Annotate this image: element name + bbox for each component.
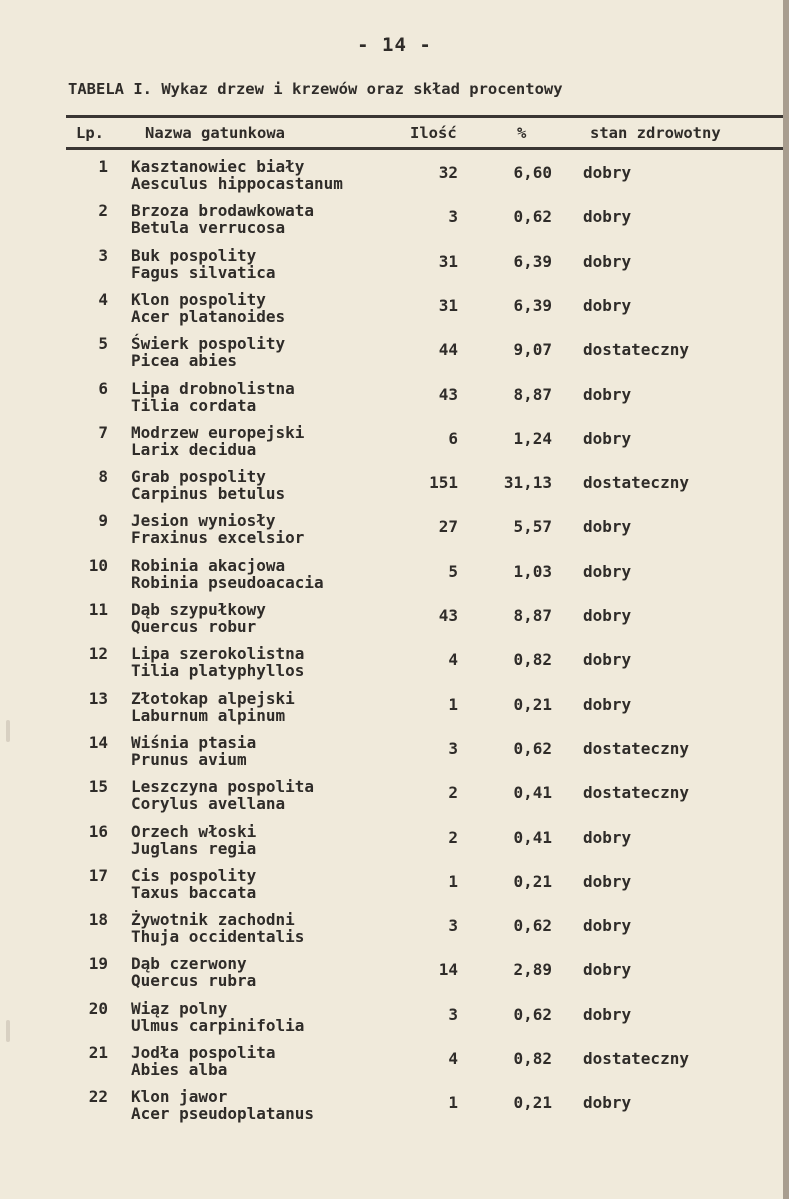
table-row xyxy=(0,1088,789,1132)
row-number: 19 xyxy=(88,954,108,974)
percent-cell: 0,21 xyxy=(513,871,552,891)
count-cell: 3 xyxy=(448,738,458,758)
percent-cell: 6,39 xyxy=(513,251,552,271)
percent-cell: 2,89 xyxy=(513,960,552,980)
health-status-cell: dobry xyxy=(583,207,632,227)
latin-name: Acer pseudoplatanus xyxy=(131,1104,315,1124)
health-status-cell: dobry xyxy=(583,916,632,936)
count-cell: 4 xyxy=(448,1049,458,1068)
table-row xyxy=(0,202,789,246)
percent-cell: 0,21 xyxy=(513,1093,552,1113)
row-number: 1 xyxy=(98,157,108,176)
count-cell: 4 xyxy=(448,650,458,670)
polish-name: Wiąz polny xyxy=(131,998,228,1018)
latin-name: Quercus rubra xyxy=(131,971,257,991)
percent-cell: 0,82 xyxy=(513,1049,552,1068)
row-number: 10 xyxy=(88,555,108,575)
percent-cell: 8,87 xyxy=(513,606,552,625)
latin-name: Taxus baccata xyxy=(131,882,257,902)
latin-name: Robinia pseudoacacia xyxy=(131,572,324,592)
health-status-cell: dobry xyxy=(583,384,632,404)
health-status-cell: dostateczny xyxy=(583,783,689,803)
table-row xyxy=(0,955,789,999)
percent-cell: 0,41 xyxy=(513,827,552,847)
percent-cell: 9,07 xyxy=(513,340,552,360)
row-number: 3 xyxy=(98,245,108,265)
latin-name: Aesculus hippocastanum xyxy=(131,174,343,193)
polish-name: Orzech włoski xyxy=(131,821,257,841)
polish-name: Wiśnia ptasia xyxy=(131,732,257,752)
polish-name: Jodła pospolita xyxy=(131,1043,276,1062)
health-status-cell: dobry xyxy=(583,960,632,980)
header-top-rule xyxy=(66,115,783,118)
row-number: 16 xyxy=(88,821,108,841)
health-status-cell: dobry xyxy=(583,251,632,271)
latin-name: Carpinus betulus xyxy=(131,484,286,504)
count-cell: 6 xyxy=(448,428,458,448)
health-status-cell: dobry xyxy=(583,1004,632,1024)
column-header-name: Nazwa gatunkowa xyxy=(145,124,285,142)
count-cell: 1 xyxy=(448,1093,458,1113)
latin-name: Quercus robur xyxy=(131,617,257,636)
polish-name: Modrzew europejski xyxy=(131,422,305,442)
health-status-cell: dostateczny xyxy=(583,473,689,493)
table-caption: TABELA I. Wykaz drzew i krzewów oraz skład procentowy xyxy=(68,80,563,98)
latin-name: Acer platanoides xyxy=(131,306,286,326)
count-cell: 3 xyxy=(448,207,458,227)
polish-name: Żywotnik zachodni xyxy=(131,910,295,930)
row-number: 18 xyxy=(88,910,108,930)
percent-cell: 5,57 xyxy=(513,517,552,537)
latin-name: Laburnum alpinum xyxy=(131,705,286,725)
table-row xyxy=(0,424,789,468)
row-number: 6 xyxy=(98,378,108,398)
polish-name: Lipa drobnolistna xyxy=(131,378,295,398)
polish-name: Kasztanowiec biały xyxy=(131,157,305,176)
polish-name: Jesion wyniosły xyxy=(131,511,276,531)
health-status-cell: dobry xyxy=(583,561,632,581)
count-cell: 5 xyxy=(448,561,458,581)
polish-name: Klon jawor xyxy=(131,1087,228,1107)
table-row xyxy=(0,1044,789,1088)
column-header-lp: Lp. xyxy=(76,124,104,142)
count-cell: 27 xyxy=(438,517,458,537)
count-cell: 43 xyxy=(438,606,458,625)
count-cell: 1 xyxy=(448,871,458,891)
row-number: 4 xyxy=(98,289,108,309)
row-number: 21 xyxy=(88,1043,108,1062)
row-number: 9 xyxy=(98,511,108,531)
polish-name: Lipa szerokolistna xyxy=(131,644,305,664)
polish-name: Grab pospolity xyxy=(131,467,266,487)
percent-cell: 0,62 xyxy=(513,207,552,227)
health-status-cell: dobry xyxy=(583,1093,632,1113)
latin-name: Prunus avium xyxy=(131,749,247,769)
table-row xyxy=(0,468,789,512)
latin-name: Betula verrucosa xyxy=(131,218,286,238)
row-number: 12 xyxy=(88,644,108,664)
health-status-cell: dostateczny xyxy=(583,738,689,758)
percent-cell: 6,39 xyxy=(513,295,552,315)
table-row xyxy=(0,690,789,734)
row-number: 17 xyxy=(88,865,108,885)
count-cell: 1 xyxy=(448,694,458,714)
table-row xyxy=(0,1000,789,1044)
column-header-stan: stan zdrowotny xyxy=(590,124,721,142)
polish-name: Dąb szypułkowy xyxy=(131,600,266,619)
count-cell: 31 xyxy=(438,295,458,315)
row-number: 7 xyxy=(98,422,108,442)
polish-name: Robinia akacjowa xyxy=(131,555,286,575)
count-cell: 2 xyxy=(448,827,458,847)
polish-name: Dąb czerwony xyxy=(131,954,247,974)
latin-name: Picea abies xyxy=(131,351,237,371)
latin-name: Tilia platyphyllos xyxy=(131,661,305,681)
polish-name: Leszczyna pospolita xyxy=(131,777,315,797)
latin-name: Abies alba xyxy=(131,1060,228,1079)
health-status-cell: dobry xyxy=(583,827,632,847)
table-row xyxy=(0,557,789,601)
polish-name: Brzoza brodawkowata xyxy=(131,201,315,221)
binding-mark xyxy=(6,720,10,742)
percent-cell: 0,62 xyxy=(513,738,552,758)
health-status-cell: dobry xyxy=(583,428,632,448)
percent-cell: 8,87 xyxy=(513,384,552,404)
page-number: - 14 - xyxy=(357,34,432,56)
row-number: 14 xyxy=(88,732,108,752)
table-row xyxy=(0,601,789,645)
table-row xyxy=(0,158,789,202)
table-row xyxy=(0,380,789,424)
table-row xyxy=(0,734,789,778)
row-number: 5 xyxy=(98,334,108,354)
health-status-cell: dobry xyxy=(583,606,632,625)
count-cell: 151 xyxy=(429,473,458,493)
percent-cell: 6,60 xyxy=(513,163,552,182)
table-row xyxy=(0,778,789,822)
health-status-cell: dostateczny xyxy=(583,340,689,360)
table-row xyxy=(0,645,789,689)
latin-name: Thuja occidentalis xyxy=(131,927,305,947)
header-bottom-rule xyxy=(66,147,783,150)
percent-cell: 0,62 xyxy=(513,916,552,936)
health-status-cell: dostateczny xyxy=(583,1049,689,1068)
row-number: 22 xyxy=(88,1087,108,1107)
row-number: 11 xyxy=(88,600,108,619)
count-cell: 3 xyxy=(448,916,458,936)
percent-cell: 31,13 xyxy=(503,473,552,493)
latin-name: Fraxinus excelsior xyxy=(131,528,305,548)
column-header-percent: % xyxy=(517,124,527,142)
table-row xyxy=(0,247,789,291)
table-row xyxy=(0,823,789,867)
count-cell: 3 xyxy=(448,1004,458,1024)
health-status-cell: dobry xyxy=(583,871,632,891)
row-number: 2 xyxy=(98,201,108,221)
count-cell: 31 xyxy=(438,251,458,271)
table-row xyxy=(0,867,789,911)
count-cell: 43 xyxy=(438,384,458,404)
health-status-cell: dobry xyxy=(583,517,632,537)
polish-name: Klon pospolity xyxy=(131,289,266,309)
percent-cell: 0,62 xyxy=(513,1004,552,1024)
binding-mark xyxy=(6,1020,10,1042)
page-edge xyxy=(783,0,789,1199)
percent-cell: 0,41 xyxy=(513,783,552,803)
health-status-cell: dobry xyxy=(583,295,632,315)
table-row xyxy=(0,512,789,556)
percent-cell: 0,21 xyxy=(513,694,552,714)
count-cell: 14 xyxy=(438,960,458,980)
percent-cell: 1,03 xyxy=(513,561,552,581)
latin-name: Tilia cordata xyxy=(131,395,257,415)
health-status-cell: dobry xyxy=(583,694,632,714)
count-cell: 44 xyxy=(438,340,458,360)
row-number: 15 xyxy=(88,777,108,797)
health-status-cell: dobry xyxy=(583,163,632,182)
table-row xyxy=(0,911,789,955)
table-row xyxy=(0,291,789,335)
latin-name: Fagus silvatica xyxy=(131,262,276,282)
latin-name: Juglans regia xyxy=(131,838,257,858)
health-status-cell: dobry xyxy=(583,650,632,670)
latin-name: Larix decidua xyxy=(131,439,257,459)
latin-name: Ulmus carpinifolia xyxy=(131,1015,305,1035)
percent-cell: 1,24 xyxy=(513,428,552,448)
polish-name: Świerk pospolity xyxy=(131,334,286,354)
column-header-ilosc: Ilość xyxy=(410,124,457,142)
table-row xyxy=(0,335,789,379)
latin-name: Corylus avellana xyxy=(131,794,286,814)
count-cell: 32 xyxy=(438,163,458,182)
percent-cell: 0,82 xyxy=(513,650,552,670)
row-number: 8 xyxy=(98,467,108,487)
count-cell: 2 xyxy=(448,783,458,803)
polish-name: Złotokap alpejski xyxy=(131,688,295,708)
row-number: 20 xyxy=(88,998,108,1018)
row-number: 13 xyxy=(88,688,108,708)
polish-name: Cis pospolity xyxy=(131,865,257,885)
polish-name: Buk pospolity xyxy=(131,245,257,265)
